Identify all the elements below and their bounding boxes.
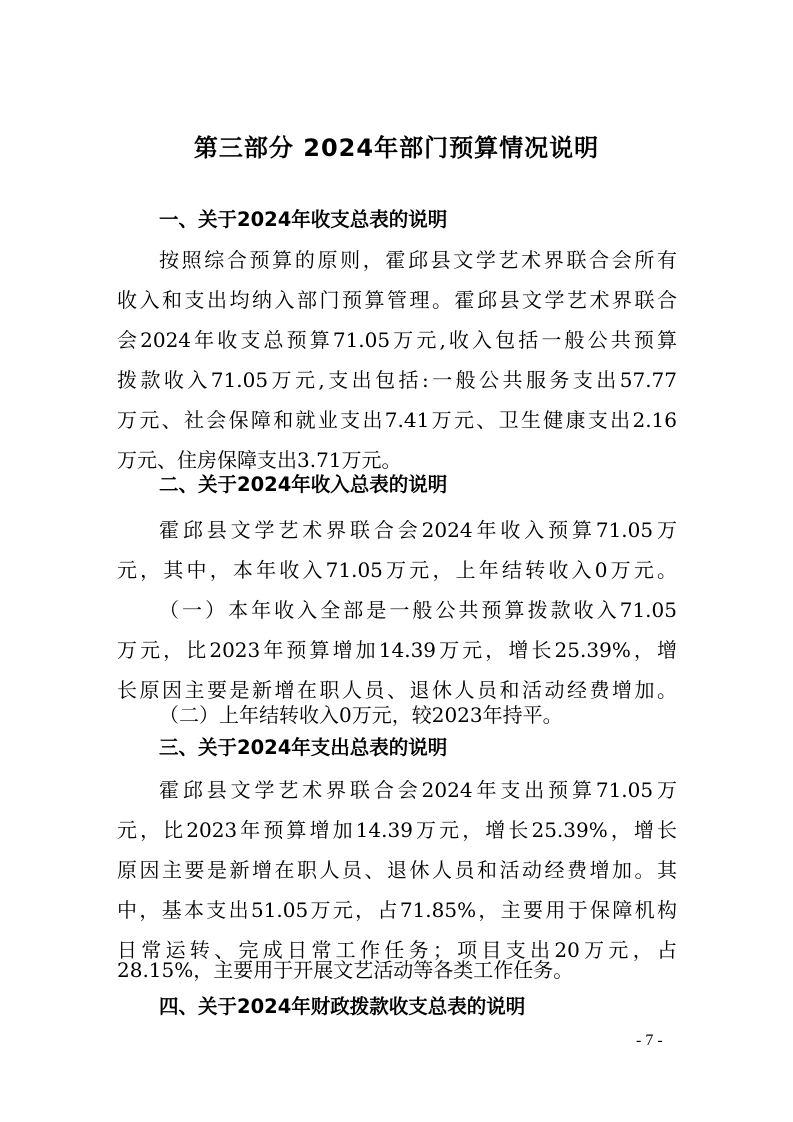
paragraph-line: 元，其中，本年收入71.05万元，上年结转收入0万元。	[117, 558, 677, 582]
paragraph-line: 元，比2023年预算增加14.39万元，增长25.39%，增长	[117, 818, 677, 842]
paragraph-line: （一）本年收入全部是一般公共预算拨款收入71.05	[159, 598, 677, 622]
paragraph-line: 长原因主要是新增在职人员、退休人员和活动经费增加。	[117, 678, 677, 702]
paragraph-line: 28.15%，主要用于开展文艺活动等各类工作任务。	[117, 958, 574, 982]
paragraph-line: 拨款收入71.05万元,支出包括:一般公共服务支出57.77	[117, 368, 677, 392]
section-heading-2: 二、关于2024年收入总表的说明	[159, 473, 448, 496]
paragraph-line: 收入和支出均纳入部门预算管理。霍邱县文学艺术界联合	[117, 288, 677, 312]
paragraph-line: 按照综合预算的原则，霍邱县文学艺术界联合会所有	[159, 248, 677, 272]
section-heading-1: 一、关于2024年收支总表的说明	[159, 208, 448, 231]
section-heading-3: 三、关于2024年支出总表的说明	[159, 736, 448, 759]
document-title: 第三部分 2024年部门预算情况说明	[193, 134, 600, 162]
paragraph-line: 万元、住房保障支出3.71万元。	[117, 448, 402, 472]
paragraph-line: 霍邱县文学艺术界联合会2024年支出预算71.05万	[159, 778, 677, 802]
paragraph-line: 原因主要是新增在职人员、退休人员和活动经费增加。其	[117, 858, 677, 882]
section-heading-4: 四、关于2024年财政拨款收支总表的说明	[159, 995, 526, 1018]
paragraph-line: 中，基本支出51.05万元，占71.85%，主要用于保障机构	[117, 898, 677, 922]
paragraph-line: 万元，比2023年预算增加14.39万元，增长25.39%，增	[117, 638, 677, 662]
paragraph-line: 会2024年收支总预算71.05万元,收入包括一般公共预算	[117, 328, 677, 352]
paragraph-line: 万元、社会保障和就业支出7.41万元、卫生健康支出2.16	[117, 408, 677, 432]
paragraph-line: 日常运转、完成日常工作任务；项目支出20万元，占	[117, 938, 677, 962]
paragraph-line: 霍邱县文学艺术界联合会2024年收入预算71.05万	[159, 518, 677, 542]
paragraph-line: （二）上年结转收入0万元，较2023年持平。	[159, 703, 563, 727]
page-number: - 7 -	[636, 1032, 663, 1049]
